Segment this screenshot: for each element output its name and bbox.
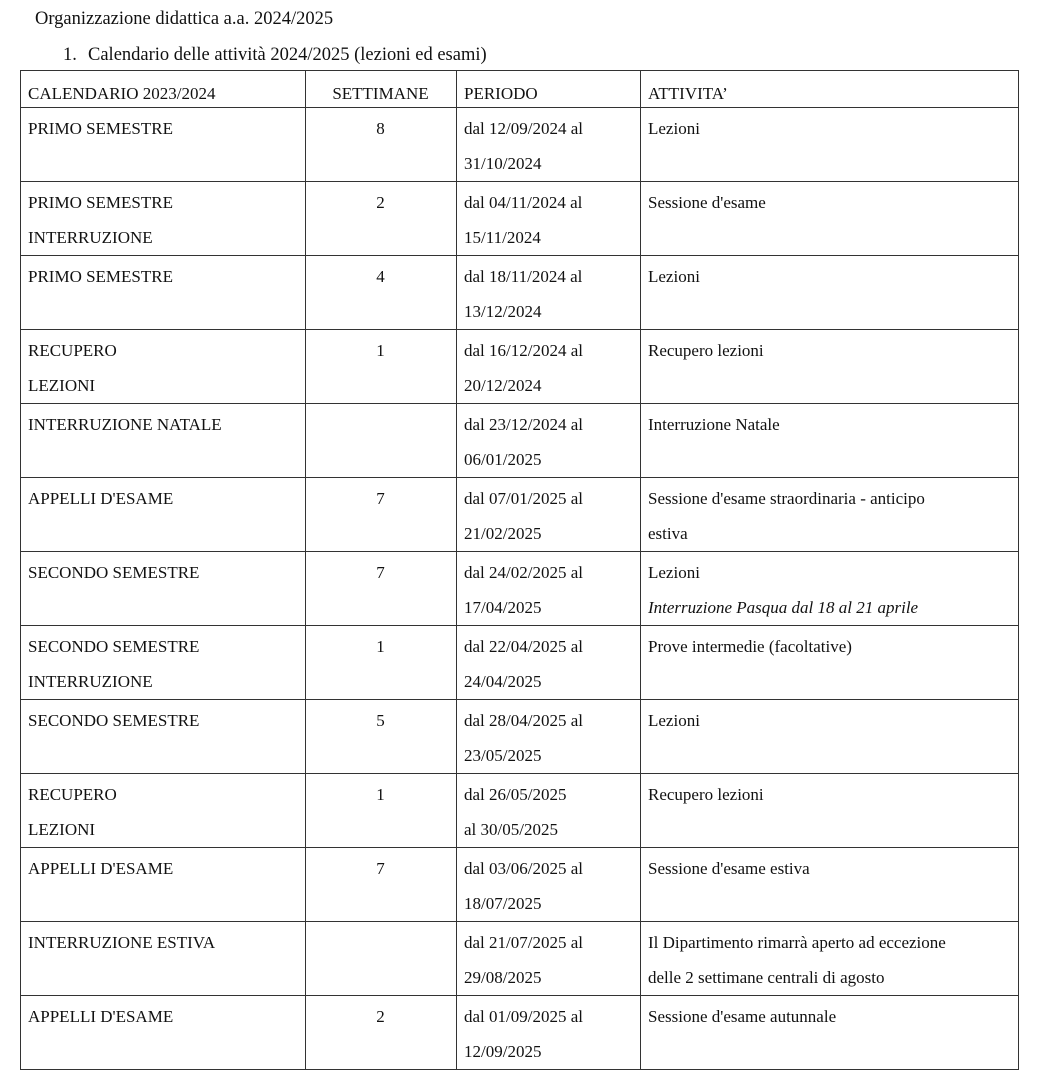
cell-calendario: [21, 330, 306, 404]
cell-periodo: [457, 848, 641, 922]
periodo-text: 15/11/2024: [464, 228, 541, 247]
cell-calendario: [21, 848, 306, 922]
cell-attivita: [641, 922, 1019, 996]
calendario-text: RECUPERO: [28, 785, 117, 804]
cell-settimane: [306, 256, 457, 330]
cell-settimane: [306, 330, 457, 404]
settimane-value: 1: [376, 637, 385, 656]
cell-attivita: [641, 256, 1019, 330]
attivita-text: Sessione d'esame autunnale: [648, 1007, 837, 1026]
cell-attivita: [641, 182, 1019, 256]
periodo-text: 31/10/2024: [464, 154, 542, 173]
header-periodo: PERIODO: [457, 71, 641, 108]
periodo-text: 24/04/2025: [464, 672, 542, 691]
table-row: [21, 404, 1019, 478]
periodo-text: 29/08/2025: [464, 968, 542, 987]
cell-attivita: [641, 700, 1019, 774]
table-row: [21, 626, 1019, 700]
calendario-text: APPELLI D'ESAME: [28, 489, 174, 508]
cell-settimane: [306, 404, 457, 478]
cell-attivita: [641, 404, 1019, 478]
table-row: [21, 108, 1019, 182]
table-row: [21, 330, 1019, 404]
attivita-text: Recupero lezioni: [648, 341, 764, 360]
periodo-text: 12/09/2025: [464, 1042, 542, 1061]
cell-periodo: [457, 182, 641, 256]
attivita-text: Lezioni: [648, 563, 700, 582]
attivita-note: Interruzione Pasqua dal 18 al 21 aprile: [648, 598, 919, 617]
cell-calendario: [21, 478, 306, 552]
attivita-text: Lezioni: [648, 711, 700, 730]
attivita-text: Interruzione Natale: [648, 415, 780, 434]
cell-settimane: [306, 626, 457, 700]
calendario-text: INTERRUZIONE: [28, 228, 153, 247]
cell-periodo: [457, 996, 641, 1070]
cell-settimane: [306, 182, 457, 256]
cell-attivita: [641, 552, 1019, 626]
table-row: [21, 922, 1019, 996]
cell-periodo: [457, 478, 641, 552]
calendario-text: LEZIONI: [28, 820, 96, 839]
periodo-text: al 30/05/2025: [464, 820, 558, 839]
table-row: [21, 256, 1019, 330]
periodo-text: dal 21/07/2025 al: [464, 933, 583, 952]
section-title: Calendario delle attività 2024/2025 (lezioni ed esami): [88, 45, 487, 65]
cell-periodo: [457, 404, 641, 478]
cell-attivita: [641, 626, 1019, 700]
cell-calendario: [21, 626, 306, 700]
header-calendario: CALENDARIO 2023/2024: [21, 71, 306, 108]
cell-calendario: [21, 996, 306, 1070]
settimane-value: 4: [376, 267, 385, 286]
cell-calendario: [21, 700, 306, 774]
calendario-text: PRIMO SEMESTRE: [28, 119, 173, 138]
table-row: [21, 774, 1019, 848]
cell-attivita: [641, 108, 1019, 182]
table-row: [21, 848, 1019, 922]
section-number: 1.: [63, 45, 77, 65]
periodo-text: dal 03/06/2025 al: [464, 859, 583, 878]
cell-calendario: [21, 108, 306, 182]
cell-settimane: [306, 996, 457, 1070]
periodo-text: dal 04/11/2024 al: [464, 193, 583, 212]
settimane-value: 5: [376, 711, 385, 730]
cell-periodo: [457, 626, 641, 700]
attivita-text: Il Dipartimento rimarrà aperto ad eccezione: [648, 933, 946, 952]
calendario-text: SECONDO SEMESTRE: [28, 711, 200, 730]
attivita-text: Prove intermedie (facoltative): [648, 637, 852, 656]
header-attivita: ATTIVITA’: [641, 71, 1019, 108]
periodo-text: dal 22/04/2025 al: [464, 637, 583, 656]
cell-calendario: [21, 922, 306, 996]
cell-attivita: [641, 330, 1019, 404]
settimane-value: 2: [376, 193, 385, 212]
attivita-text: Sessione d'esame estiva: [648, 859, 810, 878]
settimane-value: 2: [376, 1007, 385, 1026]
table-header-row: [21, 71, 1019, 108]
cell-settimane: [306, 700, 457, 774]
cell-calendario: [21, 182, 306, 256]
attivita-text: delle 2 settimane centrali di agosto: [648, 968, 885, 987]
table-row: [21, 478, 1019, 552]
cell-periodo: [457, 922, 641, 996]
settimane-value: 1: [376, 341, 385, 360]
cell-settimane: [306, 108, 457, 182]
periodo-text: 23/05/2025: [464, 746, 542, 765]
table-row: [21, 700, 1019, 774]
attivita-text: Lezioni: [648, 267, 700, 286]
table-body: [21, 108, 1019, 1070]
cell-calendario: [21, 552, 306, 626]
periodo-text: 20/12/2024: [464, 376, 542, 395]
periodo-text: dal 28/04/2025 al: [464, 711, 583, 730]
attivita-text: estiva: [648, 524, 688, 543]
attivita-text: Sessione d'esame: [648, 193, 766, 212]
periodo-text: dal 24/02/2025 al: [464, 563, 583, 582]
calendario-text: INTERRUZIONE NATALE: [28, 415, 222, 434]
calendario-text: SECONDO SEMESTRE: [28, 637, 200, 656]
calendar-table: [20, 70, 1019, 1070]
periodo-text: dal 16/12/2024 al: [464, 341, 583, 360]
cell-calendario: [21, 256, 306, 330]
cell-settimane: [306, 552, 457, 626]
cell-periodo: [457, 256, 641, 330]
settimane-value: 7: [376, 489, 385, 508]
periodo-text: dal 12/09/2024 al: [464, 119, 583, 138]
calendario-text: RECUPERO: [28, 341, 117, 360]
calendario-text: PRIMO SEMESTRE: [28, 267, 173, 286]
cell-attivita: [641, 478, 1019, 552]
cell-settimane: [306, 848, 457, 922]
periodo-text: 21/02/2025: [464, 524, 542, 543]
periodo-text: 13/12/2024: [464, 302, 542, 321]
periodo-text: dal 18/11/2024 al: [464, 267, 583, 286]
attivita-text: Lezioni: [648, 119, 700, 138]
attivita-text: Recupero lezioni: [648, 785, 764, 804]
cell-settimane: [306, 774, 457, 848]
page-title: Organizzazione didattica a.a. 2024/2025: [35, 9, 334, 29]
periodo-text: dal 23/12/2024 al: [464, 415, 583, 434]
cell-periodo: [457, 774, 641, 848]
periodo-text: 17/04/2025: [464, 598, 542, 617]
cell-attivita: [641, 774, 1019, 848]
periodo-text: dal 07/01/2025 al: [464, 489, 583, 508]
cell-attivita: [641, 996, 1019, 1070]
calendario-text: PRIMO SEMESTRE: [28, 193, 173, 212]
header-settimane: SETTIMANE: [306, 71, 457, 108]
section-heading: [63, 45, 487, 66]
calendario-text: APPELLI D'ESAME: [28, 859, 174, 878]
periodo-text: dal 01/09/2025 al: [464, 1007, 583, 1026]
cell-calendario: [21, 774, 306, 848]
settimane-value: 7: [376, 563, 385, 582]
calendario-text: LEZIONI: [28, 376, 96, 395]
settimane-value: 1: [376, 785, 385, 804]
cell-attivita: [641, 848, 1019, 922]
table-row: [21, 552, 1019, 626]
table-row: [21, 182, 1019, 256]
periodo-text: 18/07/2025: [464, 894, 542, 913]
settimane-value: 7: [376, 859, 385, 878]
cell-periodo: [457, 552, 641, 626]
table-row: [21, 996, 1019, 1070]
calendario-text: INTERRUZIONE ESTIVA: [28, 933, 216, 952]
cell-settimane: [306, 922, 457, 996]
cell-calendario: [21, 404, 306, 478]
cell-periodo: [457, 330, 641, 404]
periodo-text: 06/01/2025: [464, 450, 542, 469]
periodo-text: dal 26/05/2025: [464, 785, 567, 804]
attivita-text: Sessione d'esame straordinaria - anticipo: [648, 489, 925, 508]
calendario-text: INTERRUZIONE: [28, 672, 153, 691]
cell-periodo: [457, 108, 641, 182]
cell-settimane: [306, 478, 457, 552]
calendario-text: SECONDO SEMESTRE: [28, 563, 200, 582]
settimane-value: 8: [376, 119, 385, 138]
cell-periodo: [457, 700, 641, 774]
calendario-text: APPELLI D'ESAME: [28, 1007, 174, 1026]
